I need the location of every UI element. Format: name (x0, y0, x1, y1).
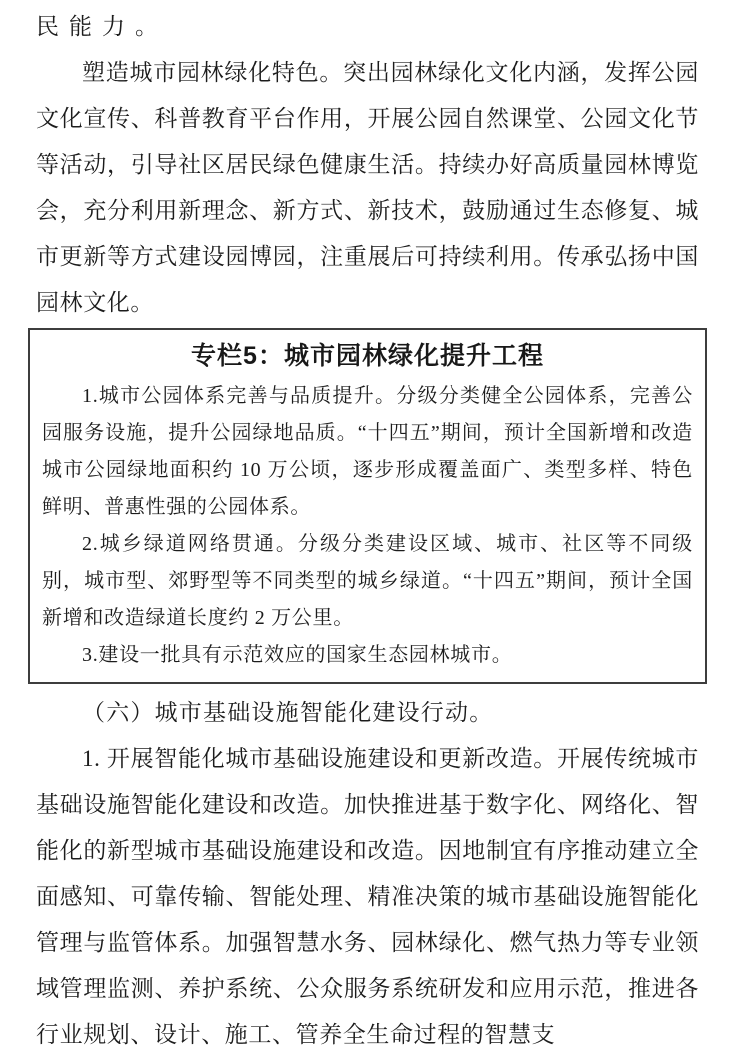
box-item-2-text: 分级分类建设区域、城市、社区等不同级别，城市型、郊野型等不同类型的城乡绿道。“十四五”期间，预计全国新增和改造绿道长度约 2 万公里。 (42, 533, 693, 629)
paragraph-smart-infrastructure (36, 736, 699, 1058)
paragraph-body-text: 开展传统城市基础设施智能化建设和改造。加快推进基于数字化、网络化、智能化的新型城市基础设施建设和改造。因地制宜有序推动建立全面感知、可靠传输、智能处理、精准决策的城市基础设施智能化管理与监管体系。加强智慧水务、园林绿化、燃气热力等专业领域管理监测、养护系统、公众服务系统研发和应用示范，推进各行业规划、设计、施工、管养全生命过程的智慧支 (36, 746, 699, 1047)
box-item-1 (42, 378, 693, 526)
section-heading-six: （六）城市基础设施智能化建设行动。 (82, 700, 494, 725)
paragraph-lead-sentence: 1. 开展智能化城市基础设施建设和更新改造。 (82, 746, 557, 771)
box-item-3 (42, 637, 693, 674)
box-item-2-lead: 2.城乡绿道网络贯通。 (82, 533, 298, 555)
callout-box-column5 (28, 328, 707, 684)
box-item-1-text: 分级分类健全公园体系，完善公园服务设施，提升公园绿地品质。“十四五”期间，预计全国新增和改造城市公园绿地面积约 10 万公顷，逐步形成覆盖面广、类型多样、特色鲜明、普惠性强的公园体系。 (42, 385, 693, 518)
paragraph-body-text: 突出园林绿化文化内涵，发挥公园文化宣传、科普教育平台作用，开展公园自然课堂、公园文化节等活动，引导社区居民绿色健康生活。持续办好高质量园林博览会，充分利用新理念、新方式、新技术，鼓励通过生态修复、城市更新等方式建设园博园，注重展后可持续利用。传承弘扬中国园林文化。 (36, 60, 699, 315)
paragraph-continuation: 民能力。 (36, 14, 168, 39)
box-item-2 (42, 526, 693, 637)
box-item-3-lead: 3.建设一批具有示范效应的国家生态园林城市。 (82, 644, 513, 666)
paragraph-lead-sentence: 塑造城市园林绿化特色。 (82, 60, 344, 85)
callout-box-title: 专栏5：城市园林绿化提升工程 (191, 342, 544, 370)
box-item-1-lead: 1.城市公园体系完善与品质提升。 (82, 385, 397, 407)
paragraph-garden-greening (36, 50, 699, 326)
